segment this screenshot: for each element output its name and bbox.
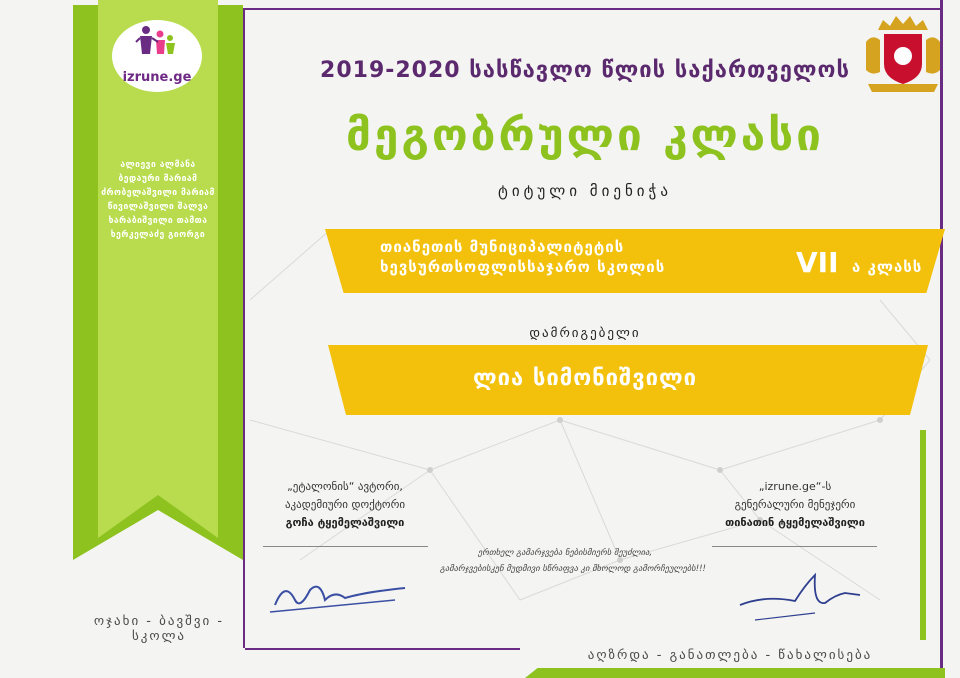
signer-name: გოჩა ტყემელაშვილი (285, 516, 405, 529)
class-members-list (98, 158, 218, 242)
school-name: ხევსურთსოფლისსაჯარო სკოლის (380, 258, 666, 276)
frame-right-line (940, 0, 943, 678)
signature-block-right (695, 478, 895, 532)
member-name: ბედაური მარიამ (118, 174, 198, 184)
signer-position: გენერალური მენეჯერი (734, 498, 856, 511)
certificate-year-title: 2019-2020 სასწავლო წლის საქართველოს (320, 58, 850, 83)
member-name: ხერკელაძე გიორგი (110, 230, 206, 240)
signature-block-left (245, 478, 445, 532)
handwritten-signature-left (265, 570, 415, 620)
logo-text: izrune.ge (122, 70, 192, 85)
signature-line-right (712, 546, 877, 547)
member-name: ძრობელაშვილი მარიამ (101, 188, 215, 198)
motivational-note (440, 545, 706, 577)
family-icon (112, 20, 202, 70)
frame-top-line (243, 8, 940, 10)
note-line: ერთხელ გამარჯვება ნებისმიერს შეუძლია, (477, 548, 653, 558)
note-line: გამარჯვებისკენ მუდმივი სწრაფვა კი მხოლოდ გამორჩეულებს!!! (440, 564, 706, 574)
signer-name: თინათინ ტყემელაშვილი (725, 516, 865, 529)
class-grade: VII (796, 246, 839, 279)
izrune-logo (112, 20, 202, 92)
frame-bottom-line (245, 648, 520, 650)
class-label: ა კლასს (852, 258, 923, 276)
accent-bar-right (920, 430, 926, 640)
member-name: ალიევი ალმანა (120, 160, 196, 170)
certificate-subtitle: ტიტული მიენიჭა (498, 182, 672, 200)
motto-text: ოჯახი - ბავშვი - სკოლა (93, 614, 225, 644)
signer-title: „izrune.ge“-ს (758, 480, 832, 493)
school-municipality: თიანეთის მუნიციპალიტეტის (380, 238, 625, 256)
signer-degree: აკადემიური დოქტორი (284, 498, 406, 511)
georgia-coat-of-arms-icon (858, 12, 948, 98)
signature-line-left (263, 546, 428, 547)
teacher-name: ლია სიმონიშვილი (472, 366, 698, 391)
certificate-main-title: მეგობრული კლასი (346, 110, 824, 161)
member-name: ხარაბიშვილი თამთა (108, 216, 208, 226)
footer-slogan: აღზრდა - განათლება - წახალისება (587, 648, 873, 663)
signer-title: „ეტალონის“ ავტორი, (287, 480, 403, 493)
accent-bar-bottom (525, 668, 945, 678)
homeroom-teacher-label: დამრიგებელი (529, 326, 641, 341)
frame-left-line (243, 8, 245, 648)
handwritten-signature-right (735, 565, 875, 635)
member-name: წივილაშვილი შალვა (107, 202, 209, 212)
